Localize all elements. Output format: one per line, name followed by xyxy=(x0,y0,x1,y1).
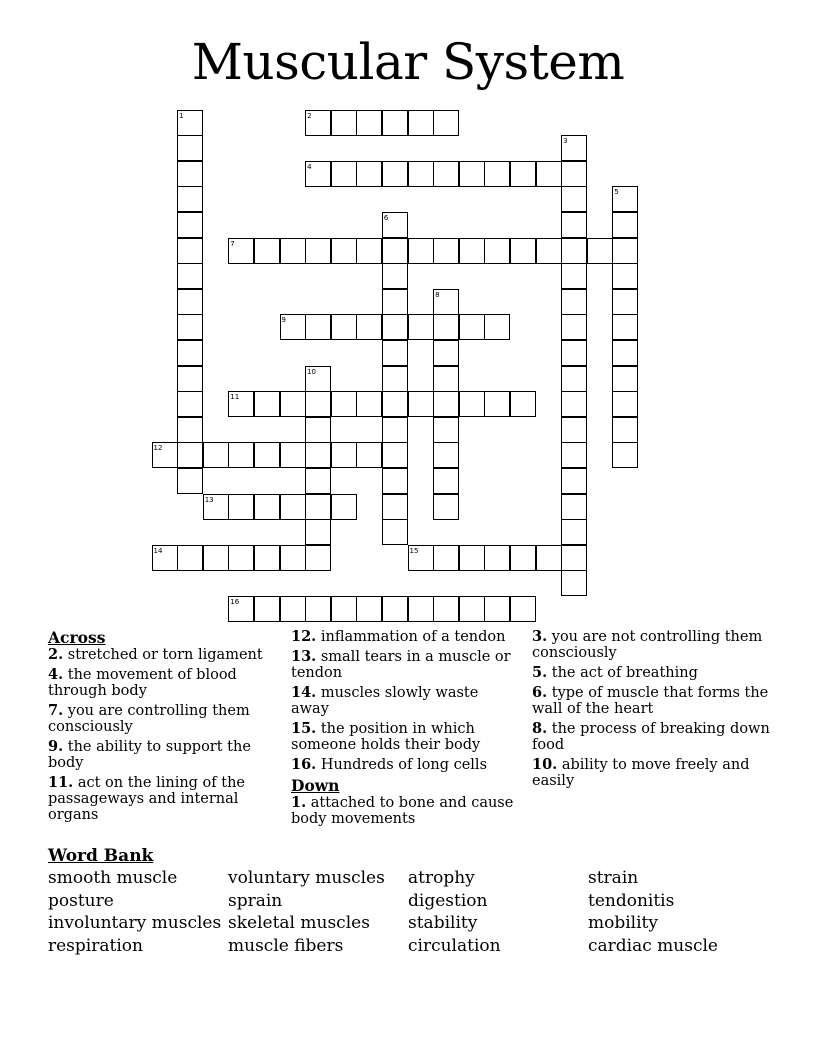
grid-cell[interactable] xyxy=(408,110,434,136)
clue-number: 11 xyxy=(230,393,240,402)
grid-cell[interactable] xyxy=(561,391,587,417)
grid-cell[interactable] xyxy=(382,442,408,468)
grid-cell[interactable] xyxy=(561,340,587,366)
grid-cell[interactable] xyxy=(433,161,459,187)
grid-cell[interactable] xyxy=(433,110,459,136)
grid-cell[interactable] xyxy=(561,314,587,340)
clue-text: you are controlling them consciously xyxy=(48,703,250,735)
clue-text: stretched or torn ligament xyxy=(63,647,263,663)
grid-cell[interactable] xyxy=(612,340,638,366)
down-heading: Down xyxy=(291,776,340,795)
grid-cell[interactable] xyxy=(331,314,357,340)
grid-cell[interactable] xyxy=(408,161,434,187)
grid-cell[interactable] xyxy=(152,442,178,468)
puzzle-title: Muscular System xyxy=(191,33,625,91)
word-bank-word: skeletal muscles xyxy=(228,913,370,934)
grid-cell[interactable] xyxy=(177,391,203,417)
clue-label: 10. xyxy=(532,756,558,773)
grid-cell[interactable] xyxy=(459,596,485,622)
grid-cell[interactable] xyxy=(177,366,203,392)
clue-item xyxy=(291,629,517,645)
grid-cell[interactable] xyxy=(536,545,562,571)
clue-item xyxy=(532,757,772,789)
grid-cell[interactable] xyxy=(254,596,280,622)
grid-cell[interactable] xyxy=(433,289,459,315)
grid-cell[interactable] xyxy=(433,442,459,468)
word-bank-word: digestion xyxy=(408,890,488,911)
grid-cell[interactable] xyxy=(484,161,510,187)
grid-cell[interactable] xyxy=(356,238,382,264)
grid-cell[interactable] xyxy=(177,110,203,136)
clue-text: Hundreds of long cells xyxy=(316,757,488,773)
grid-cell[interactable] xyxy=(382,417,408,443)
clue-number: 8 xyxy=(435,290,440,299)
grid-cell[interactable] xyxy=(177,442,203,468)
clue-number: 7 xyxy=(230,239,235,248)
grid-cell[interactable] xyxy=(433,340,459,366)
grid-cell[interactable] xyxy=(612,366,638,392)
grid-cell[interactable] xyxy=(561,186,587,212)
clue-text: muscles slowly waste away xyxy=(291,685,479,717)
clue-item xyxy=(48,739,276,771)
grid-cell[interactable] xyxy=(228,238,254,264)
clue-label: 5. xyxy=(532,664,548,681)
clue-label: 12. xyxy=(291,628,317,645)
grid-cell[interactable] xyxy=(254,494,280,520)
grid-cell[interactable] xyxy=(459,391,485,417)
grid-cell[interactable] xyxy=(331,391,357,417)
grid-cell[interactable] xyxy=(382,468,408,494)
grid-cell[interactable] xyxy=(433,468,459,494)
clues-column-2 xyxy=(291,629,517,831)
grid-cell[interactable] xyxy=(484,545,510,571)
clue-item xyxy=(48,775,276,823)
grid-cell[interactable] xyxy=(382,596,408,622)
grid-cell[interactable] xyxy=(408,391,434,417)
clue-item xyxy=(48,667,276,699)
grid-cell[interactable] xyxy=(152,545,178,571)
grid-cell[interactable] xyxy=(382,212,408,238)
grid-cell[interactable] xyxy=(382,161,408,187)
grid-cell[interactable] xyxy=(459,238,485,264)
grid-cell[interactable] xyxy=(356,391,382,417)
clue-text: attached to bone and cause body movements xyxy=(291,795,514,827)
grid-cell[interactable] xyxy=(561,161,587,187)
clue-item xyxy=(291,795,517,827)
clue-text: the movement of blood through body xyxy=(48,667,237,699)
grid-cell[interactable] xyxy=(484,238,510,264)
grid-cell[interactable] xyxy=(305,366,331,392)
clue-text: small tears in a muscle or tendon xyxy=(291,649,511,681)
grid-cell[interactable] xyxy=(305,468,331,494)
word-bank-word: stability xyxy=(408,913,478,934)
grid-cell[interactable] xyxy=(331,442,357,468)
clue-label: 7. xyxy=(48,702,64,719)
grid-cell[interactable] xyxy=(382,366,408,392)
grid-cell[interactable] xyxy=(433,494,459,520)
grid-cell[interactable] xyxy=(382,238,408,264)
clue-text: ability to move freely and easily xyxy=(532,757,750,789)
grid-cell[interactable] xyxy=(305,161,331,187)
grid-cell[interactable] xyxy=(356,161,382,187)
clue-number: 13 xyxy=(204,495,214,504)
grid-cell[interactable] xyxy=(305,442,331,468)
clue-item xyxy=(291,649,517,681)
clue-number: 2 xyxy=(307,111,312,120)
grid-cell[interactable] xyxy=(356,110,382,136)
grid-cell[interactable] xyxy=(331,161,357,187)
grid-cell[interactable] xyxy=(228,442,254,468)
grid-cell[interactable] xyxy=(433,391,459,417)
grid-cell[interactable] xyxy=(459,314,485,340)
grid-cell[interactable] xyxy=(254,391,280,417)
clue-item xyxy=(48,647,276,663)
grid-cell[interactable] xyxy=(331,110,357,136)
grid-cell[interactable] xyxy=(510,391,536,417)
grid-cell[interactable] xyxy=(408,545,434,571)
word-bank-word: voluntary muscles xyxy=(228,868,385,888)
clue-text: act on the lining of the passageways and internal organs xyxy=(48,775,246,823)
clue-item xyxy=(291,721,517,753)
grid-cell[interactable] xyxy=(280,545,306,571)
grid-cell[interactable] xyxy=(331,596,357,622)
grid-cell[interactable] xyxy=(356,596,382,622)
clue-number: 1 xyxy=(179,111,184,120)
grid-cell[interactable] xyxy=(280,494,306,520)
grid-cell[interactable] xyxy=(561,570,587,596)
clue-text: inflammation of a tendon xyxy=(316,629,506,645)
clue-item xyxy=(532,629,772,661)
word-bank-word: muscle fibers xyxy=(228,935,344,956)
grid-cell[interactable] xyxy=(612,442,638,468)
grid-cell[interactable] xyxy=(484,391,510,417)
grid-cell[interactable] xyxy=(408,238,434,264)
grid-cell[interactable] xyxy=(612,314,638,340)
grid-cell[interactable] xyxy=(177,238,203,264)
grid-cell[interactable] xyxy=(612,186,638,212)
grid-cell[interactable] xyxy=(203,494,229,520)
grid-cell[interactable] xyxy=(433,238,459,264)
grid-cell[interactable] xyxy=(561,417,587,443)
grid-cell[interactable] xyxy=(280,596,306,622)
clue-item xyxy=(291,685,517,717)
grid-cell[interactable] xyxy=(433,596,459,622)
clue-item xyxy=(532,665,772,681)
grid-cell[interactable] xyxy=(177,186,203,212)
clue-label: 1. xyxy=(291,794,307,811)
word-bank-word: strain xyxy=(588,868,639,888)
word-bank-word: sprain xyxy=(228,890,283,911)
grid-cell[interactable] xyxy=(561,519,587,545)
grid-cell[interactable] xyxy=(459,545,485,571)
clue-number: 4 xyxy=(307,162,312,171)
clues-column-1 xyxy=(48,629,276,827)
grid-cell[interactable] xyxy=(561,212,587,238)
grid-cell[interactable] xyxy=(382,314,408,340)
grid-cell[interactable] xyxy=(484,596,510,622)
grid-cell[interactable] xyxy=(228,596,254,622)
grid-cell[interactable] xyxy=(561,263,587,289)
grid-cell[interactable] xyxy=(177,468,203,494)
grid-cell[interactable] xyxy=(331,494,357,520)
word-bank-word: cardiac muscle xyxy=(588,935,718,956)
clue-number: 16 xyxy=(230,597,240,606)
grid-cell[interactable] xyxy=(280,238,306,264)
grid-cell[interactable] xyxy=(305,314,331,340)
grid-cell[interactable] xyxy=(305,596,331,622)
clue-number: 9 xyxy=(281,316,286,325)
grid-cell[interactable] xyxy=(561,545,587,571)
clue-number: 5 xyxy=(614,188,619,197)
grid-cell[interactable] xyxy=(382,494,408,520)
clue-item xyxy=(532,721,772,753)
clue-item xyxy=(291,757,517,773)
grid-cell[interactable] xyxy=(305,238,331,264)
grid-cell[interactable] xyxy=(433,417,459,443)
grid-cell[interactable] xyxy=(356,442,382,468)
grid-cell[interactable] xyxy=(382,519,408,545)
clue-number: 14 xyxy=(153,546,163,555)
grid-cell[interactable] xyxy=(612,238,638,264)
clue-text: the position in which someone holds their body xyxy=(291,721,481,753)
grid-cell[interactable] xyxy=(561,135,587,161)
grid-cell[interactable] xyxy=(408,314,434,340)
clue-label: 8. xyxy=(532,720,548,737)
clue-text: the ability to support the body xyxy=(48,739,251,771)
word-bank-title: Word Bank xyxy=(48,846,154,866)
grid-cell[interactable] xyxy=(305,519,331,545)
clue-label: 15. xyxy=(291,720,317,737)
grid-cell[interactable] xyxy=(382,289,408,315)
across-heading: Across xyxy=(48,628,106,647)
grid-cell[interactable] xyxy=(561,289,587,315)
grid-cell[interactable] xyxy=(561,442,587,468)
grid-cell[interactable] xyxy=(536,238,562,264)
clue-number: 15 xyxy=(409,546,419,555)
grid-cell[interactable] xyxy=(177,161,203,187)
grid-cell[interactable] xyxy=(177,263,203,289)
grid-cell[interactable] xyxy=(177,417,203,443)
grid-cell[interactable] xyxy=(484,314,510,340)
clue-item xyxy=(532,685,772,717)
clue-text: the act of breathing xyxy=(547,665,698,681)
grid-cell[interactable] xyxy=(177,545,203,571)
grid-cell[interactable] xyxy=(382,340,408,366)
word-bank-word: posture xyxy=(48,890,114,911)
grid-cell[interactable] xyxy=(612,263,638,289)
grid-cell[interactable] xyxy=(459,161,485,187)
grid-cell[interactable] xyxy=(254,545,280,571)
grid-cell[interactable] xyxy=(203,442,229,468)
grid-cell[interactable] xyxy=(331,238,357,264)
grid-cell[interactable] xyxy=(612,391,638,417)
clue-text: you are not controlling them consciously xyxy=(532,629,763,661)
clue-label: 16. xyxy=(291,756,317,773)
grid-cell[interactable] xyxy=(561,494,587,520)
clue-label: 3. xyxy=(532,628,548,645)
grid-cell[interactable] xyxy=(510,596,536,622)
grid-cell[interactable] xyxy=(177,340,203,366)
word-bank-word: circulation xyxy=(408,935,501,956)
grid-cell[interactable] xyxy=(228,545,254,571)
grid-cell[interactable] xyxy=(305,110,331,136)
grid-cell[interactable] xyxy=(408,596,434,622)
clue-text: type of muscle that forms the wall of the heart xyxy=(532,685,769,717)
clue-number: 10 xyxy=(307,367,317,376)
clue-label: 13. xyxy=(291,648,317,665)
grid-cell[interactable] xyxy=(280,391,306,417)
grid-cell[interactable] xyxy=(280,314,306,340)
grid-cell[interactable] xyxy=(536,161,562,187)
grid-cell[interactable] xyxy=(228,391,254,417)
grid-cell[interactable] xyxy=(612,289,638,315)
clue-label: 14. xyxy=(291,684,317,701)
word-bank-word: smooth muscle xyxy=(48,868,178,888)
grid-cell[interactable] xyxy=(254,442,280,468)
grid-cell[interactable] xyxy=(203,545,229,571)
grid-cell[interactable] xyxy=(433,366,459,392)
grid-cell[interactable] xyxy=(612,417,638,443)
clue-text: the process of breaking down food xyxy=(532,721,770,753)
grid-cell[interactable] xyxy=(305,545,331,571)
word-bank-word: tendonitis xyxy=(588,890,675,911)
grid-cell[interactable] xyxy=(382,263,408,289)
grid-cell[interactable] xyxy=(305,417,331,443)
grid-cell[interactable] xyxy=(356,314,382,340)
clue-label: 9. xyxy=(48,738,64,755)
grid-cell[interactable] xyxy=(510,545,536,571)
grid-cell[interactable] xyxy=(254,238,280,264)
grid-cell[interactable] xyxy=(280,442,306,468)
grid-cell[interactable] xyxy=(305,391,331,417)
grid-cell[interactable] xyxy=(510,238,536,264)
grid-cell[interactable] xyxy=(561,366,587,392)
grid-cell[interactable] xyxy=(561,468,587,494)
word-bank-word: involuntary muscles xyxy=(48,913,222,934)
grid-cell[interactable] xyxy=(177,212,203,238)
clue-number: 3 xyxy=(563,137,568,146)
grid-cell[interactable] xyxy=(433,545,459,571)
grid-cell[interactable] xyxy=(305,494,331,520)
grid-cell[interactable] xyxy=(177,289,203,315)
grid-cell[interactable] xyxy=(510,161,536,187)
grid-cell[interactable] xyxy=(587,238,613,264)
clue-number: 6 xyxy=(383,213,389,222)
clue-label: 2. xyxy=(48,646,64,663)
clues-column-3 xyxy=(532,629,772,793)
grid-cell[interactable] xyxy=(382,110,408,136)
grid-cell[interactable] xyxy=(382,391,408,417)
grid-cell[interactable] xyxy=(177,314,203,340)
clue-number: 12 xyxy=(153,444,163,453)
clue-label: 11. xyxy=(48,774,74,791)
grid-cell[interactable] xyxy=(433,314,459,340)
clue-item xyxy=(48,703,276,735)
clue-label: 6. xyxy=(532,684,548,701)
word-bank-word: respiration xyxy=(48,935,143,956)
grid-cell[interactable] xyxy=(561,238,587,264)
grid-cell[interactable] xyxy=(228,494,254,520)
grid-cell[interactable] xyxy=(612,212,638,238)
word-bank-word: mobility xyxy=(588,913,658,934)
clue-label: 4. xyxy=(48,666,64,683)
grid-cell[interactable] xyxy=(177,135,203,161)
word-bank-word: atrophy xyxy=(408,868,475,888)
